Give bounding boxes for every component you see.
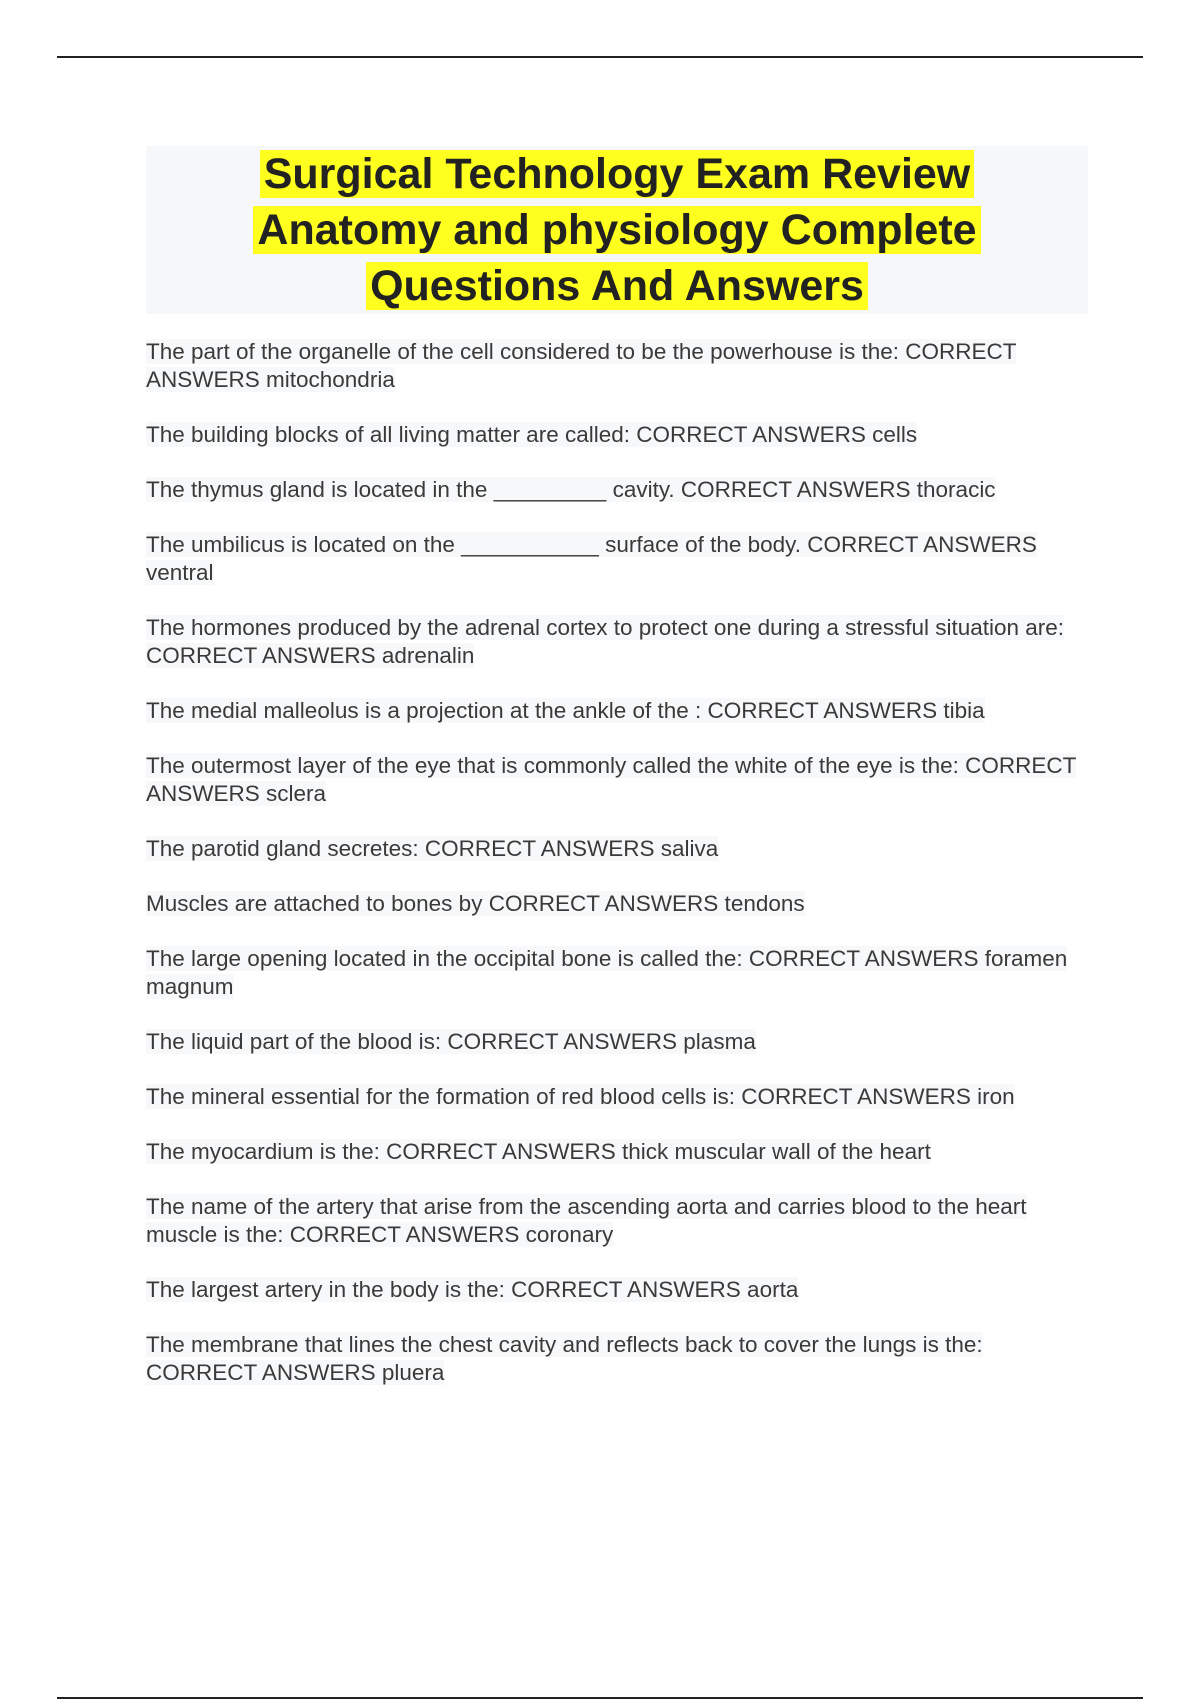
- qa-text: The mineral essential for the formation of red blood cells is: CORRECT ANSWERS iron: [146, 1084, 1015, 1109]
- qa-item: [146, 421, 1088, 449]
- qa-text: The myocardium is the: CORRECT ANSWERS thick muscular wall of the heart: [146, 1139, 931, 1164]
- qa-text: The hormones produced by the adrenal cortex to protect one during a stressful situation are: CORRECT ANSWERS adrenalin: [146, 615, 1065, 668]
- qa-text: The membrane that lines the chest cavity and reflects back to cover the lungs is the: CORRECT ANSWERS pluera: [146, 1332, 983, 1385]
- question-answer-list: [146, 338, 1088, 1414]
- qa-item: [146, 1276, 1088, 1304]
- title-line-1: Surgical Technology Exam Review: [260, 150, 975, 198]
- qa-item: [146, 476, 1088, 504]
- qa-item: [146, 1331, 1088, 1387]
- qa-text: The outermost layer of the eye that is commonly called the white of the eye is the: CORRECT ANSWERS sclera: [146, 753, 1077, 806]
- qa-text: The large opening located in the occipital bone is called the: CORRECT ANSWERS foramen magnum: [146, 946, 1068, 999]
- qa-text: The part of the organelle of the cell considered to be the powerhouse is the: CORRECT ANSWERS mitochondria: [146, 339, 1017, 392]
- qa-text: The medial malleolus is a projection at the ankle of the : CORRECT ANSWERS tibia: [146, 698, 985, 723]
- title-line-3: Questions And Answers: [366, 262, 868, 310]
- title-block: [146, 146, 1088, 314]
- qa-text: The umbilicus is located on the ___________ surface of the body. CORRECT ANSWERS ventral: [146, 532, 1037, 585]
- qa-item: [146, 614, 1088, 670]
- qa-item: [146, 697, 1088, 725]
- qa-text: The parotid gland secretes: CORRECT ANSWERS saliva: [146, 836, 719, 861]
- qa-item: [146, 890, 1088, 918]
- qa-item: [146, 945, 1088, 1001]
- qa-item: [146, 338, 1088, 394]
- qa-item: [146, 835, 1088, 863]
- qa-item: [146, 531, 1088, 587]
- bottom-divider: [57, 1697, 1143, 1699]
- qa-text: The largest artery in the body is the: CORRECT ANSWERS aorta: [146, 1277, 799, 1302]
- qa-item: [146, 1138, 1088, 1166]
- qa-text: The name of the artery that arise from the ascending aorta and carries blood to the heart muscle is the: CORRECT ANSWERS coronary: [146, 1194, 1027, 1247]
- top-divider: [57, 56, 1143, 58]
- qa-item: [146, 1028, 1088, 1056]
- qa-text: The liquid part of the blood is: CORRECT ANSWERS plasma: [146, 1029, 756, 1054]
- qa-text: The thymus gland is located in the _________ cavity. CORRECT ANSWERS thoracic: [146, 477, 996, 502]
- qa-text: Muscles are attached to bones by CORRECT ANSWERS tendons: [146, 891, 805, 916]
- qa-item: [146, 1193, 1088, 1249]
- qa-text: The building blocks of all living matter are called: CORRECT ANSWERS cells: [146, 422, 918, 447]
- qa-item: [146, 1083, 1088, 1111]
- title-line-2: Anatomy and physiology Complete: [253, 206, 980, 254]
- qa-item: [146, 752, 1088, 808]
- document-title: [146, 146, 1088, 314]
